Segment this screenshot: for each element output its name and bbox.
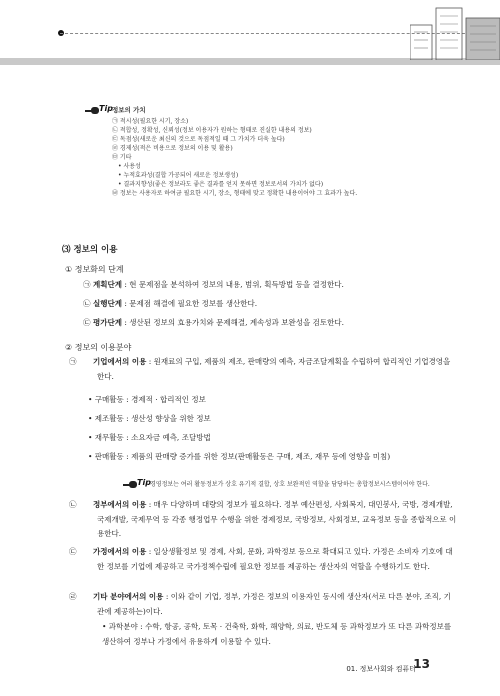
bullet-item: • 제조활동 : 생산성 향상을 위한 정보 (88, 414, 211, 423)
tip-title: 정보의 가치 (112, 106, 146, 114)
tip-icon: Tip (123, 480, 149, 490)
tip-text: 경영정보는 여러 활동정보가 상호 유기적 결합, 상호 보완적인 역할을 담당하는 총합정보시스템이어야 한다. (150, 481, 430, 488)
list-item: ㉣ 기타 분야에서의 이용 : 이와 같이 기업, 정부, 가정은 정보의 이용자인 동시에 생산자(서로 다른 분야, 조직, 기관에 제공하는)이다. (69, 592, 451, 616)
bullet-item: • 판매활동 : 제품의 판매량 증가를 위한 정보(판매활동은 구매, 제조, 재무 등에 영향을 미침) (88, 452, 391, 461)
subsection-title: ② 정보의 이용분야 (65, 343, 132, 352)
list-item: ㉠ 기업에서의 이용 : 원재료의 구입, 제품의 제조, 판매량의 예측, 자금조달계획을 수립하여 합리적인 기업경영을 한다. (69, 357, 451, 381)
tip-line: • 사용성 (118, 163, 141, 170)
page-number: 13 (413, 657, 430, 671)
tip-line: ㉣ 경제성(적은 비용으로 정보의 이용 및 활용) (112, 145, 233, 152)
list-item: ㉠ 계획단계 : 현 문제점을 분석하여 정보의 내용, 범위, 획득방법 등을 결정한다. (83, 280, 344, 289)
tip-line: ㉥ 정보는 사용자로 하여금 필요한 시기, 장소, 형태에 맞고 정확한 내용이어야 그 효과가 높다. (112, 190, 358, 197)
bullet-item: • 재무활동 : 소요자금 예측, 조달방법 (88, 433, 211, 442)
tip-box-management-info (137, 478, 440, 489)
section-title: ⑶ 정보의 이용 (62, 245, 118, 255)
list-item: ㉡ 실행단계 : 문제점 해결에 필요한 정보를 생산한다. (83, 299, 258, 308)
tip-line: ㉡ 적합성, 정확성, 신뢰성(정보 이용자가 원하는 형태로 진실한 내용의 정보) (112, 127, 312, 134)
tip-line: ㉠ 적시성(필요한 시기, 장소) (112, 118, 189, 125)
tip-line: ㉢ 독점성(새로운 최신의 것으로 독점적일 때 그 가치가 더욱 높다) (112, 136, 285, 143)
building-illustration-icon (410, 0, 500, 60)
tip-box-info-value (99, 104, 432, 198)
subsection-title: ① 정보화의 단계 (65, 265, 124, 274)
tip-line: • 결과지향성(좋은 정보라도 좋은 결과를 얻지 못하면 정보로서의 가치가 없다) (118, 181, 324, 188)
tip-line: • 누적효과성(결합 가공되어 새로운 정보생성) (118, 172, 239, 179)
bullet-item: • 구매활동 : 경제적 · 합리적인 정보 (88, 395, 206, 404)
bullet-item: • 과학분야 : 수학, 항공, 공학, 토목 · 건축학, 화학, 해양학, 의료, 반도체 등 과학정보가 또 다른 과학정보를 생산하여 정부나 가정에서 유용하게 이용할 수 있다. (102, 622, 452, 646)
list-item: ㉢ 평가단계 : 생산된 정보의 효용가치와 문제해결, 계속성과 보완성을 검토한다. (83, 318, 344, 327)
footer-chapter: 01. 정보사회와 컴퓨터 (346, 665, 416, 673)
list-item: ㉢ 가정에서의 이용 : 일상생활정보 및 경제, 사회, 문화, 과학정보 등으로 확대되고 있다. 가정은 소비자 기호에 대한 정보를 기업에 제공하고 국가정책수립에 필요한 정보를 제공하는 생산자의 역할을 수행하기도 한다. (69, 547, 453, 571)
list-item: ㉡ 정부에서의 이용 : 매우 다양하며 대량의 정보가 필요하다. 정부 예산편성, 사회복지, 대민봉사, 국방, 경제개발, 국제개발, 국제무역 등 각종 행정업무 수행을 위한 경제정보, 국방정보, 사회정보, 교육정보 등을 종합적으로 이용한다. (69, 500, 457, 538)
tip-line: ㉤ 기타 (112, 154, 132, 161)
tip-icon: Tip (85, 106, 111, 116)
